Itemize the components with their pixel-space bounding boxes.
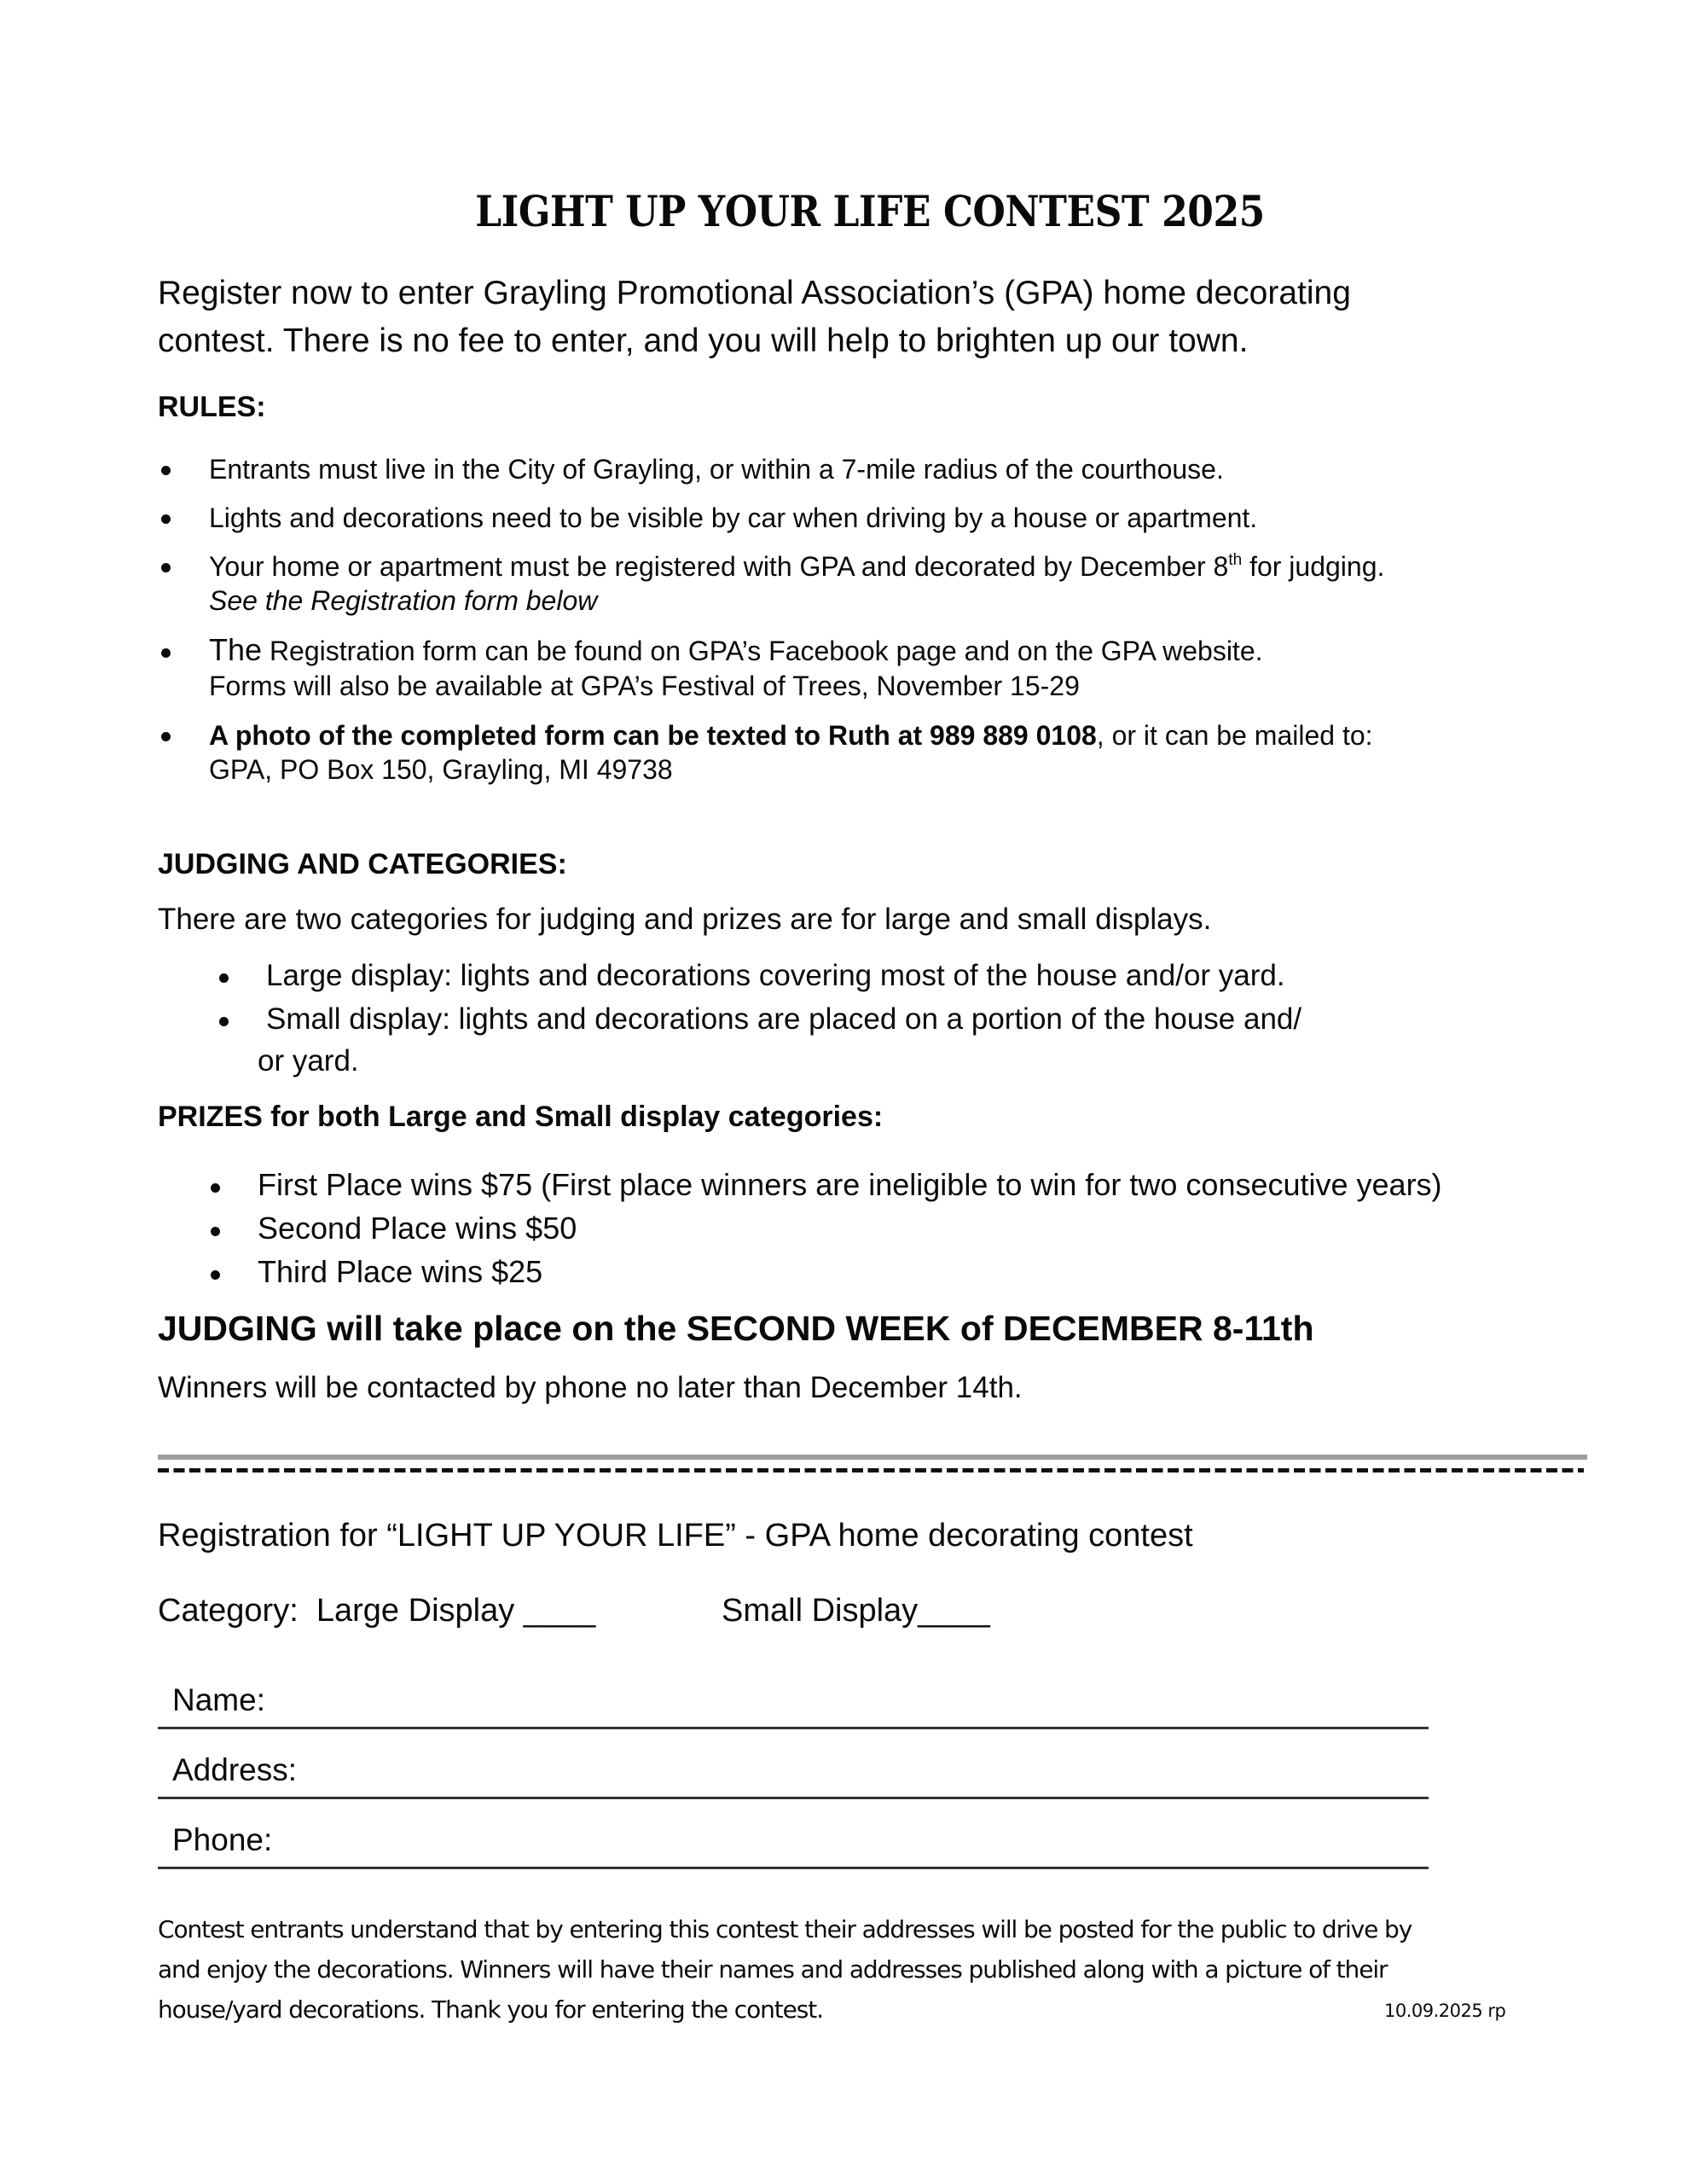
large-display-blank[interactable]: Large Display ____ (316, 1593, 596, 1629)
category-text: Small display: lights and decorations are placed on a portion of the house and/ (266, 1002, 1302, 1036)
section-divider (158, 1455, 1587, 1460)
rules-heading: RULES: (158, 391, 266, 423)
prize-text: Third Place wins $25 (258, 1254, 543, 1289)
category-text-continued: or yard. (258, 1044, 359, 1077)
mailing-address: GPA, PO Box 150, Grayling, MI 49738 (209, 754, 673, 785)
judging-schedule-headline: JUDGING will take place on the SECOND WEEK of DECEMBER 8-11th (158, 1309, 1314, 1348)
registration-title: Registration for “LIGHT UP YOUR LIFE” - GPA home decorating contest (158, 1518, 1193, 1554)
small-display-blank[interactable]: Small Display____ (722, 1593, 990, 1629)
judging-intro: There are two categories for judging and prizes are for large and small displays. (158, 903, 1212, 936)
bullet-icon (161, 732, 171, 741)
bullet-icon (161, 514, 171, 524)
bullet-icon (211, 1227, 220, 1236)
bullet-icon (161, 648, 171, 658)
disclaimer-line-1: Contest entrants understand that by entering this contest their addresses will be posted for the public to drive by (158, 1915, 1412, 1943)
bullet-icon (211, 1183, 220, 1193)
contact-instruction: A photo of the completed form can be texted to Ruth at 989 889 0108 (209, 720, 1097, 751)
bullet-icon (219, 973, 229, 983)
category-text: Large display: lights and decorations covering most of the house and/or yard. (266, 959, 1285, 992)
address-input-line[interactable] (158, 1797, 1429, 1799)
intro-line-1: Register now to enter Grayling Promotional Association’s (GPA) home decorating (158, 275, 1351, 311)
prizes-heading: PRIZES for both Large and Small display categories: (158, 1101, 884, 1133)
bullet-icon (219, 1017, 229, 1026)
rule-text-continued: Forms will also be available at GPA’s Festival of Trees, November 15-29 (209, 671, 1080, 701)
rule-text: A photo of the completed form can be texted to Ruth at 989 889 0108, or it can be mailed to: (209, 720, 1373, 751)
name-label: Name: (172, 1682, 265, 1717)
category-label: Category: (158, 1593, 299, 1629)
bullet-icon (211, 1270, 220, 1280)
judging-heading: JUDGING AND CATEGORIES: (158, 848, 567, 880)
phone-input-line[interactable] (158, 1867, 1429, 1869)
rule-note: See the Registration form below (209, 585, 598, 616)
disclaimer-line-2: and enjoy the decorations. Winners will have their names and addresses published along with a picture of their (158, 1955, 1388, 1984)
bullet-icon (161, 563, 171, 572)
rule-text: Entrants must live in the City of Grayling, or within a 7-mile radius of the courthouse. (209, 454, 1224, 485)
ordinal-suffix: th (1228, 551, 1243, 569)
page-title: LIGHT UP YOUR LIFE CONTEST 2025 (475, 186, 1265, 236)
cut-line (158, 1468, 1584, 1472)
winner-notice: Winners will be contacted by phone no later than December 14th. (158, 1371, 1023, 1404)
disclaimer-line-3: house/yard decorations. Thank you for entering the contest. (158, 1995, 823, 2024)
rule-text: The Registration form can be found on GPA’s Facebook page and on the GPA website. (209, 632, 1263, 667)
intro-line-2: contest. There is no fee to enter, and you will help to brighten up our town. (158, 322, 1249, 359)
rule-text: Your home or apartment must be registered with GPA and decorated by December 8th for judging. (209, 551, 1385, 582)
bullet-icon (161, 466, 171, 475)
prize-text: Second Place wins $50 (258, 1211, 577, 1246)
address-label: Address: (172, 1752, 298, 1787)
rule-text: Lights and decorations need to be visible by car when driving by a house or apartment. (209, 502, 1258, 533)
name-input-line[interactable] (158, 1727, 1429, 1729)
phone-label: Phone: (172, 1822, 273, 1857)
category-selection-row (158, 1593, 595, 1629)
prize-text: First Place wins $75 (First place winners are ineligible to win for two consecutive years) (258, 1167, 1442, 1202)
revision-stamp: 10.09.2025 rp (1384, 2001, 1506, 2021)
